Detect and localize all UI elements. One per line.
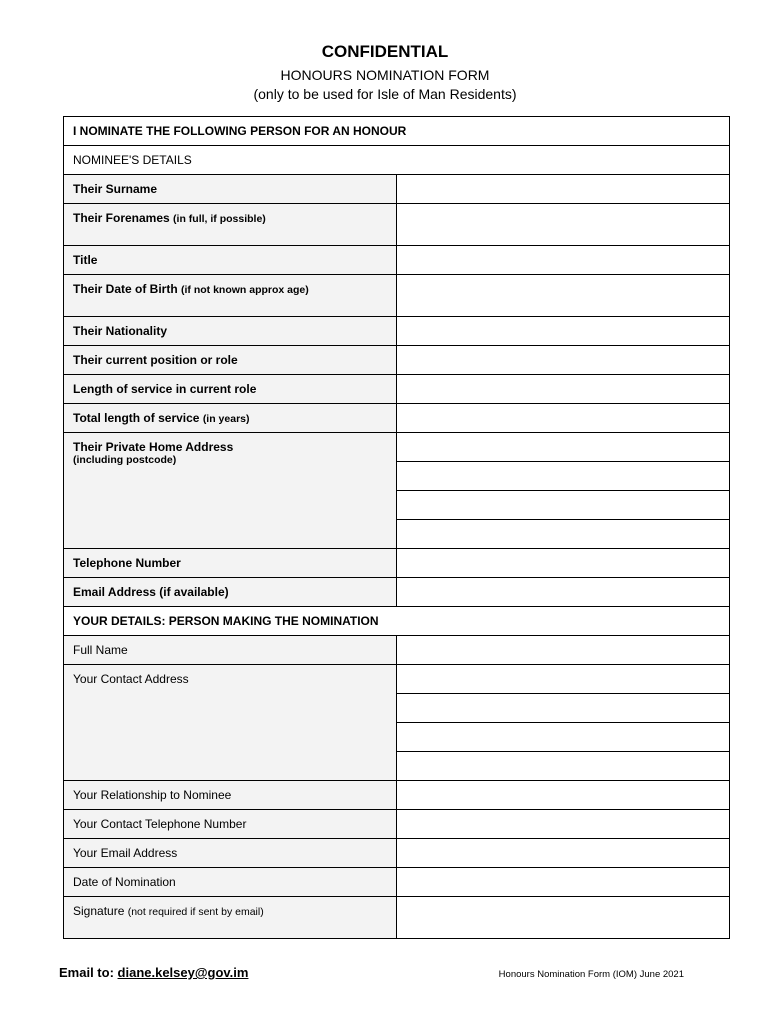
date-label: Date of Nomination [73, 875, 176, 889]
relationship-label: Your Relationship to Nominee [73, 788, 232, 802]
form-row [64, 346, 730, 375]
nominee-position-field[interactable] [397, 346, 730, 375]
forenames-note: (in full, if possible) [173, 213, 266, 225]
email-label: Email Address (if available) [73, 585, 229, 599]
document-subtitle: HONOURS NOMINATION FORM [280, 67, 490, 83]
forenames-label: Their Forenames [73, 211, 170, 225]
nominee-telephone-field[interactable] [397, 549, 730, 578]
form-row [64, 665, 730, 694]
position-label: Their current position or role [73, 353, 238, 367]
dob-label: Their Date of Birth [73, 282, 178, 296]
nominee-forenames-field[interactable] [397, 204, 730, 246]
nominator-address-line-1[interactable] [397, 665, 730, 694]
service-total-note: (in years) [202, 413, 250, 425]
form-row [64, 433, 730, 462]
form-row [64, 839, 730, 868]
contact-telephone-label: Your Contact Telephone Number [73, 817, 247, 831]
nominee-email-field[interactable] [397, 578, 730, 607]
address-label: Their Private Home Address [73, 440, 234, 454]
nominee-address-line-2[interactable] [397, 462, 730, 491]
form-row [64, 404, 730, 433]
email-link[interactable]: diane.kelsey@gov.im [117, 965, 249, 980]
nominee-surname-field[interactable] [397, 175, 730, 204]
nominee-dob-field[interactable] [397, 275, 730, 317]
signature-label: Signature [73, 904, 125, 918]
nominator-telephone-field[interactable] [397, 810, 730, 839]
form-row [64, 636, 730, 665]
form-row [64, 246, 730, 275]
nomination-date-field[interactable] [397, 868, 730, 897]
nominee-address-line-1[interactable] [397, 433, 730, 462]
form-reference: Honours Nomination Form (IOM) June 2021 [498, 969, 684, 980]
telephone-label: Telephone Number [73, 556, 181, 570]
surname-label: Their Surname [73, 182, 158, 196]
nominee-service-current-field[interactable] [397, 375, 730, 404]
your-email-label: Your Email Address [73, 846, 178, 860]
section-row [64, 607, 730, 636]
title-label: Title [73, 253, 98, 267]
document-title: CONFIDENTIAL [321, 42, 449, 61]
signature-note: (not required if sent by email) [127, 906, 264, 918]
form-row [64, 275, 730, 317]
dob-note: (if not known approx age) [181, 284, 309, 296]
form-row [64, 868, 730, 897]
service-total-label: Total length of service [73, 411, 200, 425]
section-nominee-heading: NOMINEE'S DETAILS [73, 153, 192, 167]
service-current-label: Length of service in current role [73, 382, 257, 396]
nominator-relationship-field[interactable] [397, 781, 730, 810]
nationality-label: Their Nationality [73, 324, 168, 338]
nominator-address-line-4[interactable] [397, 752, 730, 781]
nomination-form-table [63, 116, 730, 939]
form-row [64, 175, 730, 204]
footer-email [59, 965, 248, 980]
document-note: (only to be used for Isle of Man Residents) [253, 86, 517, 102]
nominator-address-line-3[interactable] [397, 723, 730, 752]
nominee-address-line-3[interactable] [397, 491, 730, 520]
form-row [64, 810, 730, 839]
nominator-full-name-field[interactable] [397, 636, 730, 665]
address-note: (including postcode) [73, 454, 177, 466]
signature-field[interactable] [397, 897, 730, 939]
form-row [64, 317, 730, 346]
form-row [64, 549, 730, 578]
section-row [64, 117, 730, 146]
nominator-email-field[interactable] [397, 839, 730, 868]
email-to-label: Email to: [59, 965, 114, 980]
nominee-address-line-4[interactable] [397, 520, 730, 549]
section-row [64, 146, 730, 175]
form-row [64, 578, 730, 607]
form-row [64, 375, 730, 404]
full-name-label: Full Name [73, 643, 128, 657]
nominee-title-field[interactable] [397, 246, 730, 275]
form-row [64, 897, 730, 939]
contact-address-label: Your Contact Address [73, 672, 189, 686]
section-main-heading: I NOMINATE THE FOLLOWING PERSON FOR AN HONOUR [73, 124, 407, 138]
nominee-service-total-field[interactable] [397, 404, 730, 433]
nominee-nationality-field[interactable] [397, 317, 730, 346]
form-row [64, 781, 730, 810]
section-nominator-heading: YOUR DETAILS: PERSON MAKING THE NOMINATION [73, 614, 379, 628]
form-row [64, 204, 730, 246]
nominator-address-line-2[interactable] [397, 694, 730, 723]
